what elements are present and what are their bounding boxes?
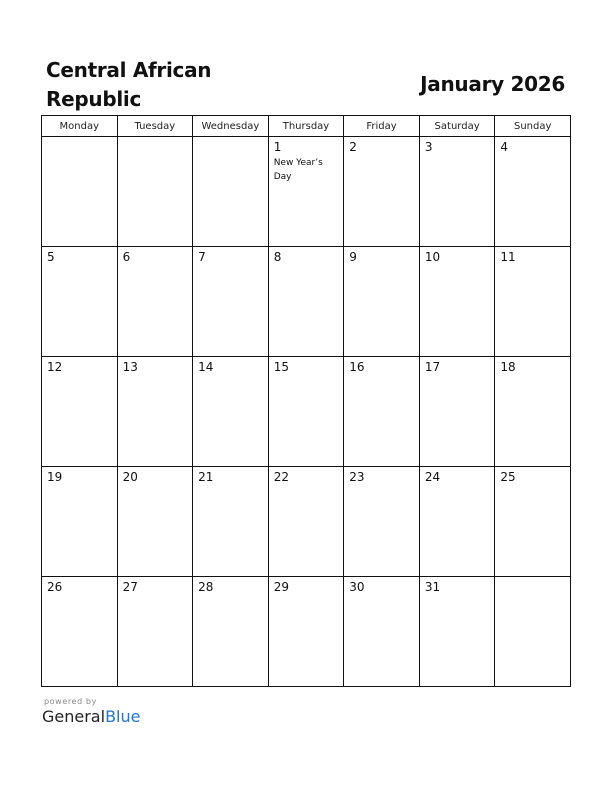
weekday-header-row bbox=[42, 116, 571, 137]
month-title: January 2026 bbox=[420, 72, 565, 96]
day-cell bbox=[117, 247, 193, 357]
day-number: 8 bbox=[273, 250, 282, 264]
day-cell bbox=[117, 467, 193, 577]
day-number: 9 bbox=[349, 250, 357, 264]
day-cell bbox=[344, 137, 420, 247]
day-cell bbox=[42, 467, 118, 577]
day-cell bbox=[495, 577, 571, 687]
weekday-header-monday: Monday bbox=[42, 116, 118, 137]
day-cell bbox=[419, 247, 495, 357]
country-title: Central African Republic bbox=[46, 58, 212, 111]
weekday-header-sunday: Sunday bbox=[495, 116, 571, 137]
day-cell bbox=[42, 247, 118, 357]
day-cell bbox=[344, 577, 420, 687]
day-number: 6 bbox=[122, 250, 131, 264]
day-number: 10 bbox=[424, 250, 441, 264]
day-cell bbox=[268, 467, 344, 577]
day-number: 15 bbox=[273, 360, 289, 374]
day-number: 18 bbox=[500, 360, 516, 374]
day-cell bbox=[268, 577, 344, 687]
day-number: 26 bbox=[47, 580, 63, 594]
month-calendar-grid bbox=[41, 115, 571, 687]
day-number: 14 bbox=[198, 360, 214, 374]
day-cell bbox=[495, 467, 571, 577]
day-cell bbox=[193, 357, 269, 467]
day-number: 20 bbox=[122, 470, 138, 484]
weekday-header-saturday: Saturday bbox=[419, 116, 495, 137]
day-number: 12 bbox=[47, 360, 63, 374]
day-cell bbox=[344, 247, 420, 357]
calendar-weeks bbox=[42, 137, 571, 687]
day-cell bbox=[42, 137, 118, 247]
day-cell bbox=[117, 577, 193, 687]
day-number: 28 bbox=[198, 580, 214, 594]
weekday-header-tuesday: Tuesday bbox=[117, 116, 193, 137]
footer-branding bbox=[42, 697, 140, 727]
day-number: 21 bbox=[198, 470, 214, 484]
day-cell bbox=[42, 357, 118, 467]
day-number bbox=[193, 137, 268, 141]
day-number: 29 bbox=[273, 580, 289, 594]
day-number bbox=[495, 577, 570, 581]
day-number: 25 bbox=[500, 470, 516, 484]
day-number: 5 bbox=[47, 250, 55, 264]
day-cell bbox=[268, 137, 344, 247]
weekday-header-thursday: Thursday bbox=[268, 116, 344, 137]
weekday-header-friday: Friday bbox=[344, 116, 420, 137]
day-cell bbox=[193, 467, 269, 577]
day-cell bbox=[419, 467, 495, 577]
powered-by-text: powered by bbox=[44, 697, 97, 706]
week-row bbox=[42, 357, 571, 467]
day-cell bbox=[419, 357, 495, 467]
day-number: 17 bbox=[424, 360, 441, 374]
day-cell bbox=[193, 577, 269, 687]
week-row bbox=[42, 247, 571, 357]
brand-blue-text: Blue bbox=[105, 707, 141, 726]
day-cell bbox=[193, 137, 269, 247]
day-number: 31 bbox=[424, 580, 441, 594]
week-row bbox=[42, 137, 571, 247]
day-number: 16 bbox=[349, 360, 365, 374]
day-number: 2 bbox=[349, 140, 357, 154]
brand-general-text: General bbox=[42, 707, 106, 726]
day-number: 27 bbox=[122, 580, 138, 594]
day-cell bbox=[495, 357, 571, 467]
day-cell bbox=[344, 467, 420, 577]
day-number: 19 bbox=[47, 470, 63, 484]
day-cell bbox=[344, 357, 420, 467]
day-number: 23 bbox=[349, 470, 365, 484]
day-cell bbox=[117, 357, 193, 467]
day-number: 24 bbox=[424, 470, 441, 484]
day-cell bbox=[495, 137, 571, 247]
weekday-header-wednesday: Wednesday bbox=[193, 116, 269, 137]
day-cell bbox=[419, 137, 495, 247]
day-cell bbox=[495, 247, 571, 357]
day-cell bbox=[193, 247, 269, 357]
day-number: 1 bbox=[273, 140, 282, 154]
day-number: 22 bbox=[273, 470, 289, 484]
day-cell bbox=[419, 577, 495, 687]
week-row bbox=[42, 577, 571, 687]
day-number bbox=[42, 137, 117, 141]
holiday-label: New Year’s Day bbox=[273, 158, 323, 182]
week-row bbox=[42, 467, 571, 577]
day-number: 4 bbox=[500, 140, 509, 154]
day-number: 11 bbox=[500, 250, 516, 264]
generalblue-logo[interactable] bbox=[42, 707, 140, 727]
day-cell bbox=[117, 137, 193, 247]
day-cell bbox=[42, 577, 118, 687]
day-number: 7 bbox=[198, 250, 206, 264]
day-number bbox=[118, 137, 193, 141]
day-number: 30 bbox=[349, 580, 365, 594]
day-number: 3 bbox=[424, 140, 433, 154]
day-cell bbox=[268, 247, 344, 357]
day-number: 13 bbox=[122, 360, 138, 374]
day-cell bbox=[268, 357, 344, 467]
